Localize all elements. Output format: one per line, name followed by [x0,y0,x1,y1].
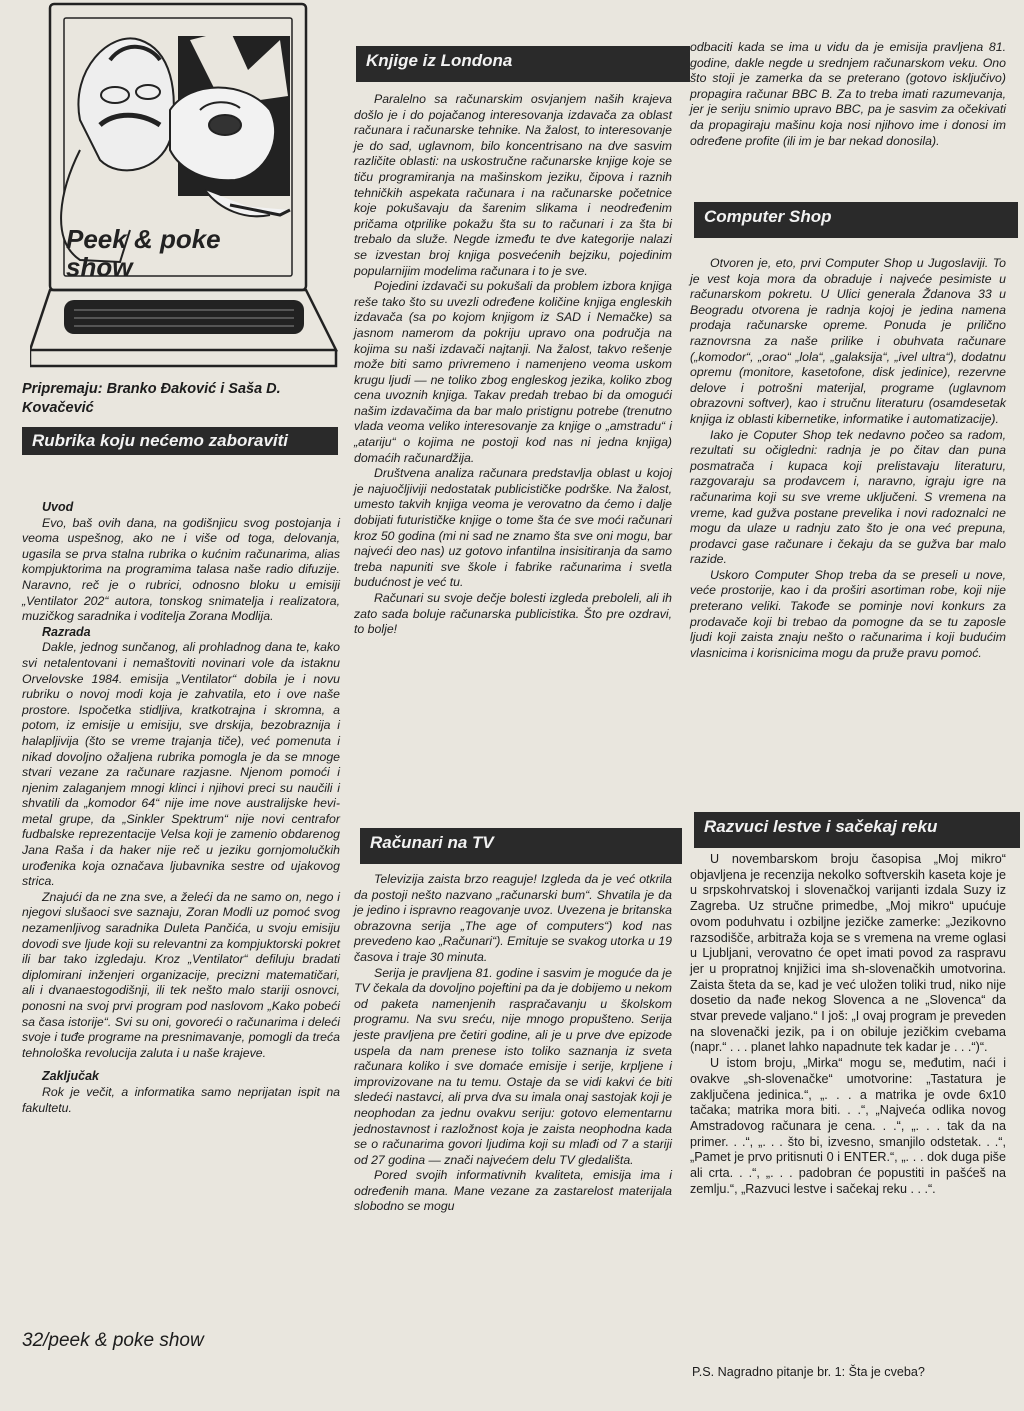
section-heading-rubrika: Rubrika koju nećemo zaboraviti [22,427,338,455]
paragraph: Računari su svoje dečje bolesti izgleda preboleli, ali ih zato sada boluje računarska publicistika. Što pre ozdravi, to bolje! [354,591,672,637]
paragraph: Iako je Coputer Shop tek nedavno počeo sa radom, rezultati su očigledni: radnja je po čitav dan puna posmatrača i kupaca koji prelistavaju literaturu, razgovaraju sa prodavcem i, naravno, igraju igre na računarima koji su sve vreme uključeni. S vremena na vreme, kad gužva postane prevelika i novi radoznalci ne mogu da ulaze u radnju zato što je ona već prepuna, prodavci gase računare i čekaju da se gužva bar malo razide. [690,427,1006,567]
paragraph: U istom broju, „Mirka“ mogu se, međutim, naći i ovakve „sh-slovenačke“ umotvorine: „Tastatura je zaključena jedinica.“, „. . . a matrika je ovde 6x10 tačaka; matrika mora biti. . .“, „Najveća odlika novog Amstradovog računara je cena. . .“, „. . . tak da na primer. . .“, „. . . što bi, izvesno, smanjilo odstetak. . .“, „Pamet je prvo pritisnuti 0 i ENTER.“, „. . . dok duga piše ali crta. . .“, „. . . padobran će popustiti in pašćeš na zemlju.“, „Razvuci lestve i sačekaj reku . . .“. [690,1056,1006,1196]
subheading-razrada: Razrada [42,624,91,639]
paragraph: Pored svojih informativnih kvaliteta, emisija ima i određenih mana. Mane vezane za zastarelost materijala slobodno se mogu [354,1168,672,1214]
paragraph: Paralelno sa računarskim osvjanjem naših krajeva došlo je i do pojačanog interesovanja izdavača za oblast računara i računarske tehnike. Na žalost, to interesovanje je do sad, uglavnom, bilo koncentrisano na dve sasvim različite oblasti: na uskostručne računarske knjige koje se tiču programiranja na mašinskom jeziku, čipova i raznih tehničkih aspekata računara i na računarske početnice koje pokušavaju da šarenim slikama i neodređenim pričama otprilike pokažu šta su to računari i za šta bi trebalo da služe. Negde između te dve kategorije nalazi se izvestan broj knjiga posvećenih bejziku, pojedinim popularnijim modelima računara i to je sve. [354,92,672,278]
paragraph: Otvoren je, eto, prvi Computer Shop u Jugoslaviji. To je vest koja mora da obraduje i najveće pesimiste u računarskom pokretu. U Ulici generala Ždanova 33 u Beogradu otvorena je radnja kojoj je jedina namena prodaja računarske opreme. Ponuda je prilično raznovrsna za naše prilike i obuhvata računare („komodor“, „orao“ „lola“, „galaksija“, „ivel ultra“), dodatnu opremu (monitore, kasetofone, disk jedinice), rezervne delove i potrošni materijal, programe (uglavnom obrazovni softver), kao i stručnu literaturu (osamdesetak knjiga iz oblasti kibernetike, informatike i automatizacije). [690,256,1006,426]
paragraph: Znajući da ne zna sve, a želeći da ne samo on, nego i njegovi slušaoci sve saznaju, Zoran Modli uz pomoć svog nezamenljivog saradnika Duleta Pančića, u svoju emisiju dovodi sve ljude koji su relevantni za kompjuktorski pokret ili bar tako izgledaju. Kroz „Ventilator“ defiluju bradati diplomirani inženjeri organizacije, precizni matematičari, ali i dvanaestogodišnji, ili tek nešto malo stariji osnovci, ponosni na svoj prvi program pod naslovom „Kako pobeći sa časa istorije“. Svi su oni, govoreći o računarima i deleći svoje i tuđe programe na presnimavanje, pomogli da treća tehnološka revolucija zaluta i u naše krajeve. [22,889,340,1060]
paragraph: Dakle, jednog sunčanog, ali prohladnog dana te, kako svi netalentovani i nemaštoviti novinari vole da istaknu Orvelovske 1984. emisija „Ventilator“ dobila je i novu rubriku o novoj modi koja je zahvatila, eto i ove naše prostore. Ispočetka stidljiva, kratkotrajna i skromna, a potom, iz emisije u emisiju, sve drskija, bezobraznija i halapljivija (što se vreme trajanja tiče), već pomenuta i nikad dovoljno ožaljena rubrika pomogla je da se mnoge stvari vezane za računare razjasne. Njenom pomoći i njenim zalaganjem mnogi klinci i njihovi preci su naučili i shvatili da „komodor 64“ nije ime nove australijske hevi-metal grupe, da „Sinkler Spektrum“ nije novi centrafor fudbalske reprezentacije Velsa koji je zamenio obdarenog Jana Raša i da haker nije reč u jeziku gornjomolučkih urođenika koja označava ljubavnika sestre od ujakovog strica. [22,640,340,889]
column-3-body-lestve [690,852,1006,1197]
paragraph: Evo, baš ovih dana, na godišnjicu svog postojanja i veoma uspešnog, ako ne i više od toga, delovanja, ugasila se prva stalna rubrika o kućnim računarima, alias kompjuktorima na programima talasa naše radio difuzije. Naravno, reč je o rubrici, odnosno bloku u emisiji „Ventilator 202“ autora, tonskog snimatelja i realizatora, muzičkog saradnika i voditelja Zorana Modlija. [22,515,340,624]
column-1-body [22,500,340,1116]
paragraph: odbaciti kada se ima u vidu da je emisija pravljena 81. godine, dakle negde u srednjem računarskom veku. Ono što stoji je zamerka da se preterano (gotovo isključivo) propagira računar BBC B. Za to treba imati razumevanja, jer je seriju snimio upravo BBC, pa je sasvim za očekivati da propagiraju mašinu koja nosi njihovo ime i donosi im određene profite (ili im je bar nekad donosila). [690,40,1006,148]
column-3-body-top [690,40,1006,149]
paragraph: Pojedini izdavači su pokušali da problem izbora knjiga reše tako što su uvezli određene količine knjiga engleskih izdavača (sa po kojom knjigom iz SAD i Nemačke) sa jasnom namerom da pokriju upravo ona područja na kojima su naši izdavači najtanji. Na žalost, takvo rešenje može biti samo privremeno i namenjeno veoma uskom krugu ljudi — ne toliko zbog engleskog jezika, koliko zbog cena uvoznih knjiga. Takav predah trebao bi da omogući našim izdavačima da bar malo pristignu potrebe (trenutno vlada veoma veliko interesovanje za knjige o „amstradu“ i „atariju“ o kojima ne postoji kod nas ni jedna knjiga) domaćih računardžija. [354,279,672,465]
section-heading-computer-shop: Computer Shop [694,202,1018,238]
keyboard-icon [64,300,304,334]
upright-text-block [690,852,1006,1197]
section-heading-tv: Računari na TV [360,828,682,864]
column-2-body-bottom [354,872,672,1215]
paragraph: Rok je večit, a informatika samo neprijatan ispit na fakultetu. [22,1084,340,1115]
paragraph: Uskoro Computer Shop treba da se preseli u nove, veće prostorije, kao i da proširi asortiman robe, koji nije preterano veliki. Takođe se pominje novi konkurs za prodavače koji bi trebao da pomogne da se tu zaposle ljudi koji zaista znaju nešto o računarima i koji budućim vlasnicima i korisnicima mogu da pruže pravu pomoć. [690,567,1006,660]
paragraph: U novembarskom broju časopisa „Moj mikro“ objavljena je recenzija nekolko softverskih kaseta koje je u srpskohrvatskoj i slovenačkoj varijanti izdala Suzy iz Zagreba. Uz stručne primedbe, „Moj mikro“ upućuje ovom poduhvatu i ozbiljne jezičke zamerke: „Jezikovno razsodišče, arbitraža koja se s vremena na vreme oglasi u Ljubljani, verovatno će opet imati povod za raspravu jer u propratnoj knjižici ima sh-slovenačkih umotvorina. Zaista šteta da se, kad je već uložen toliki trud, niko nije dosetio da nađe nekog Slovenca a ne „Slovenca“ da stvar prevede valjano.“ I još: „I ovaj program je preveden na slovenački jezik, pa i on obiluje jezičkim cvebama (napr.“ . . . planet lahko napadnute tek kadar je . . .“)“. [690,852,1006,1055]
authors-credit: Pripremaju: Branko Đaković i Saša D. Kovačević [22,381,281,416]
section-heading-razvuci-lestve: Razvuci lestve i sačekaj reku [694,812,1020,848]
subheading-zakljucak: Zaključak [42,1069,99,1084]
column-3-body-shop [690,256,1006,661]
section-heading-knjige: Knjige iz Londona [356,46,690,82]
cartoon-computer-illustration [30,0,340,376]
postscript-question: P.S. Nagradno pitanje br. 1: Šta je cveba? [692,1365,925,1379]
column-2-body-top [354,92,672,638]
cartoon-title-line2: show [66,252,133,282]
subheading-uvod: Uvod [42,500,74,514]
paragraph: Serija je pravljena 81. godine i sasvim je moguće da je TV čekala da dovoljno pojeftini pa da je dobijemo u nekom od paketa namenjenih raspračavanju u školskom programu. Na svu sreću, nije mnogo propušteno. Serija jeste pravljena pre četiri godine, ali je u prve dve epizode uspela da nam prenese isto toliko saznanja iz sveta računara koliko i sve domaće emisije i serije, krpljene i improvizovane na tu temu. Ostaje da se vidi kakvi će biti sledeći nastavci, ali prva dva su imala onaj sastojak koji je neophodan za jednu ovakvu seriju: gotovo elementarnu jednostavnost i razložnost koja je zaista neophodna kada se o računarima govori ljudima koji su mlađi od 7 a stariji od 27 godina — znači najvećem delu TV gledališta. [354,965,672,1167]
paragraph: Televizija zaista brzo reaguje! Izgleda da je već otkrila da postoji nešto nazvano „računarski bum“. Shvatila je da je jedino i ispravno reagovanje uvoz. Uvezena je britanska obrazovna serija „The age of computers“) kod nas prevedeno kao „Računari“). Emituje se svakog utorka u 19 časova i traje 30 minuta. [354,872,672,964]
page-footer: 32/peek & poke show [22,1330,204,1351]
paragraph: Društvena analiza računara predstavlja oblast u kojoj je najuočljiviji nedostatak publicističke podrške. Na žalost, umesto takvih knjiga veoma je verovatno da ćemo i dalje dobijati futurističke knjige o tome šta će sve moći računari kroz 50 godina (mi ni sad ne znamo šta sve oni mogu, bar najveći deo nas) uz gotovo infantilna insisitiranja da samo treba napuniti sve škole i fabrike računarima i svetla budućnost je već tu. [354,466,672,590]
cartoon-title-line1: Peek & poke [66,224,221,254]
